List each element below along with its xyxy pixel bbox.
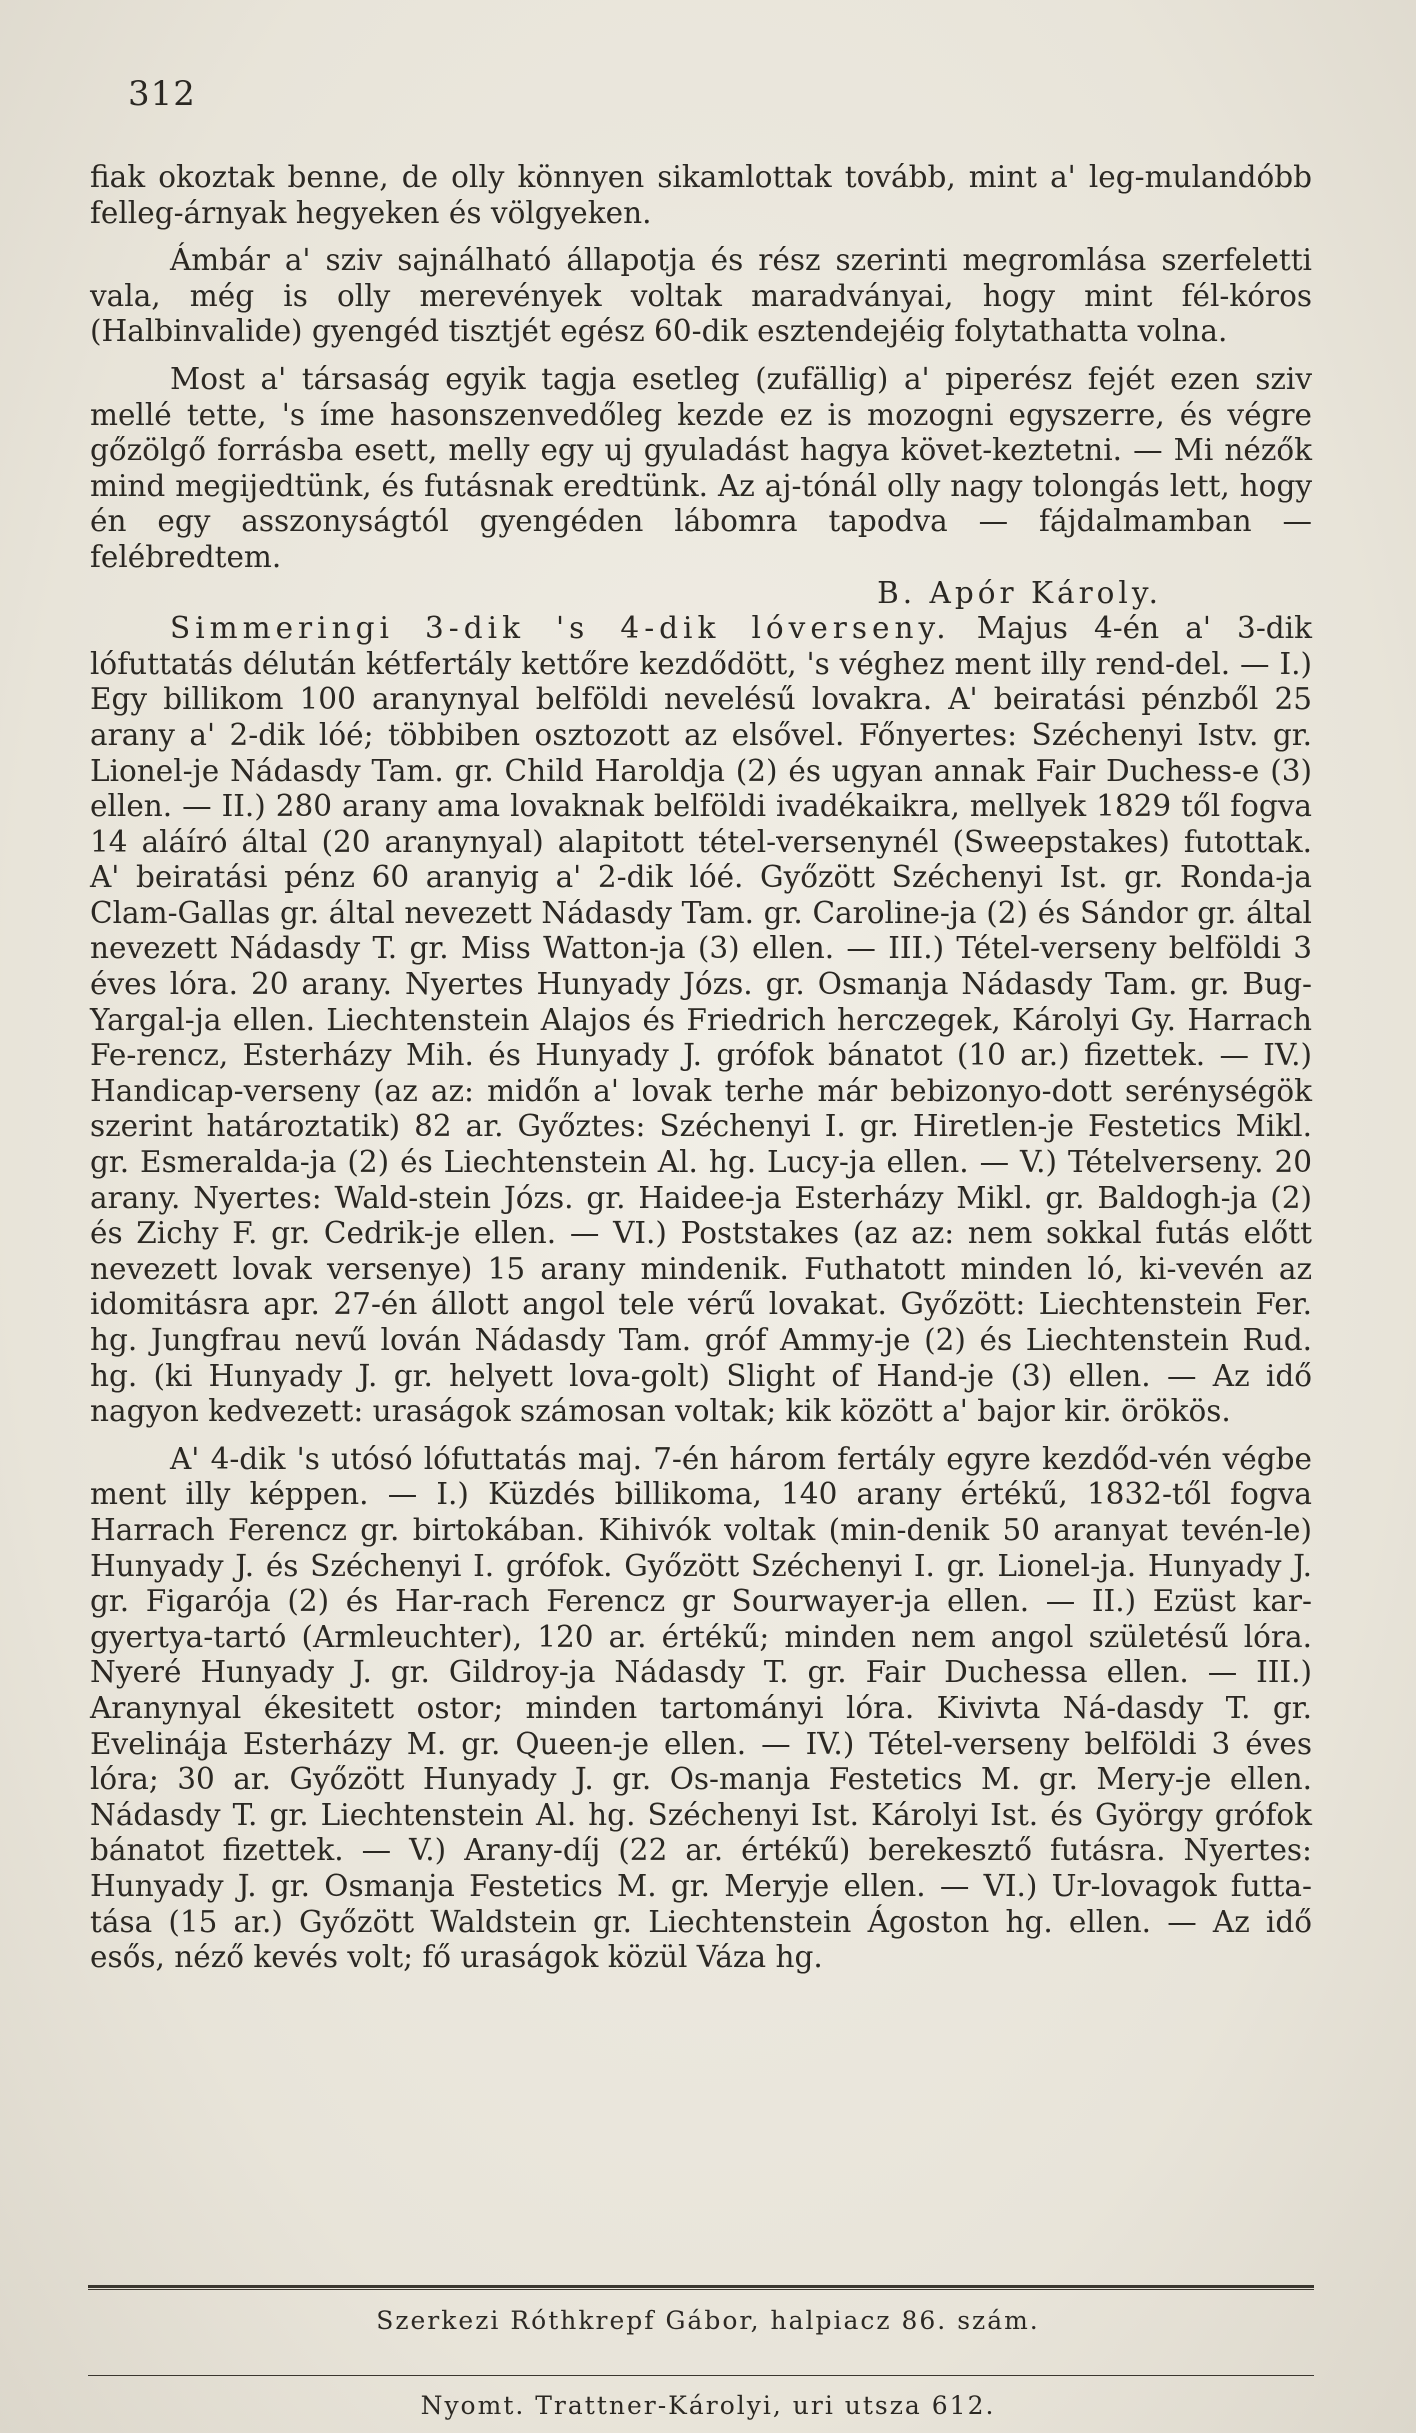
race-report-first <box>90 611 1312 1430</box>
paragraph-dream-ending: Most a' társaság egyik tagja esetleg (zufällig) a' piperész fejét ezen sziv mellé tette, 's íme hasonszenvedőleg kezde ez is mozogni egyszerre, és végre gőzölgő forrásba esett, melly egy uj gyuladást hagya követ-keztetni. — Mi nézők mind megijedtünk, és futásnak eredtünk. Az aj-tónál olly nagy tolongás lett, hogy én egy asszonyságtól gyengéden lábomra tapodva — fájdalmamban — felébredtem. <box>90 361 1312 574</box>
printer-imprint: Nyomt. Trattner-Károlyi, uri utsza 612. <box>420 2391 996 2420</box>
race-report-second: A' 4-dik 's utósó lófuttatás maj. 7-én három fertály egyre kezdőd-vén végbe ment illy képpen. — I.) Küzdés billikoma, 140 arany értékű, 1832-től fogva Harrach Ferencz gr. birtokában. Kihivók voltak (min-denik 50 aranyat tevén-le) Hunyady J. és Széchenyi I. grófok. Győzött Széchenyi I. gr. Lionel-ja. Hunyady J. gr. Figarója (2) és Har-rach Ferencz gr Sourwayer-ja ellen. — II.) Ezüst kar-gyertya-tartó (Armleuchter), 120 ar. értékű; minden nem angol születésű lóra. Nyeré Hunyady J. gr. Gildroy-ja Nádasdy T. gr. Fair Duchessa ellen. — III.) Aranynyal ékesitett ostor; minden tartományi lóra. Kivivta Ná-dasdy T. gr. Evelinája Esterházy M. gr. Queen-je ellen. — IV.) Tétel-verseny belföldi 3 éves lóra; 30 ar. Győzött Hunyady J. gr. Os-manja Festetics M. gr. Mery-je ellen. Nádasdy T. gr. Liechtenstein Al. hg. Széchenyi Ist. Károlyi Ist. és György grófok bánatot fizettek. — V.) Arany-díj (22 ar. értékű) berekesztő futásra. Nyertes: Hunyady J. gr. Osmanja Festetics M. gr. Meryje ellen. — VI.) Ur-lovagok futta-tása (15 ar.) Győzött Waldstein gr. Liechtenstein Ágoston hg. ellen. — Az idő esős, néző kevés volt; fő uraságok közül Váza hg. <box>90 1441 1312 1975</box>
editor-imprint: Szerkezi Róthkrepf Gábor, halpiacz 86. szám. <box>376 2306 1040 2335</box>
race-report-first-text: Majus 4-én a' 3-dik lófuttatás délután kétfertály kettőre kezdődött, 's véghez ment illy rend-del. — I.) Egy billikom 100 aranynyal belföldi nevelésű lovakra. A' beiratási pénzből 25 arany a' 2-dik lóé; többiben osztozott az elsővel. Főnyertes: Széchenyi Istv. gr. Lionel-je Nádasdy Tam. gr. Child Haroldja (2) és ugyan annak Fair Duchess-e (3) ellen. — II.) 280 arany ama lovaknak belföldi ivadékaikra, mellyek 1829 től fogva 14 aláíró által (20 aranynyal) alapitott tétel-versenynél (Sweepstakes) futottak. A' beiratási pénz 60 aranyig a' 2-dik lóé. Győzött Széchenyi Ist. gr. Ronda-ja Clam-Gallas gr. által nevezett Nádasdy Tam. gr. Caroline-ja (2) és Sándor gr. által nevezett Nádasdy T. gr. Miss Watton-ja (3) ellen. — III.) Tétel-verseny belföldi 3 éves lóra. 20 arany. Nyertes Hunyady Józs. gr. Osmanja Nádasdy Tam. gr. Bug-Yargal-ja ellen. Liechtenstein Alajos és Friedrich herczegek, Károlyi Gy. Harrach Fe-rencz, Esterházy Mih. és Hunyady J. grófok bánatot (10 ar.) fizettek. — IV.) Handicap-verseny (az az: midőn a' lovak terhe már bebizonyo-dott serénységök szerint határoztatik) 82 ar. Győztes: Széchenyi I. gr. Hiretlen-je Festetics Mikl. gr. Esmeralda-ja (2) és Liechtenstein Al. hg. Lucy-ja ellen. — V.) Tételverseny. 20 arany. Nyertes: Wald-stein Józs. gr. Haidee-ja Esterházy Mikl. gr. Baldogh-ja (2) és Zichy F. gr. Cedrik-je ellen. — VI.) Poststakes (az az: nem sokkal futás előtt nevezett lovak versenye) 15 arany mindenik. Futhatott minden ló, ki-vevén az idomitásra apr. 27-én állott angol tele vérű lovakat. Győzött: Liechtenstein Fer. hg. Jungfrau nevű lován Nádasdy Tam. gróf Ammy-je (2) és Liechtenstein Rud. hg. (ki Hunyady J. gr. helyett lova-golt) Slight of Hand-je (3) ellen. — Az idő nagyon kedvezett: uraságok számosan voltak; kik között a' bajor kir. örökös. <box>90 611 1312 1429</box>
author-signature: B. Apór Károly. <box>877 575 1162 610</box>
paragraph-continuation: fiak okoztak benne, de olly könnyen sikamlottak tovább, mint a' leg-mulandóbb felleg-árnyak hegyeken és völgyeken. <box>90 160 1312 230</box>
imprint-divider <box>88 2375 1314 2376</box>
page-number: 312 <box>128 74 196 114</box>
footer-rule-thin <box>88 2289 1314 2290</box>
article-body <box>90 160 1312 1976</box>
footer-rule-thick <box>88 2285 1314 2288</box>
paragraph-heart-condition: Ámbár a' sziv sajnálható állapotja és rész szerinti megromlása szerfeletti vala, még is olly merevények voltak maradványai, hogy mint fél-kóros (Halbinvalide) gyengéd tisztjét egész 60-dik esztendejéig folytathatta volna. <box>90 243 1312 349</box>
race-report-heading: Simmeringi 3-dik 's 4-dik lóverseny. <box>170 611 951 646</box>
